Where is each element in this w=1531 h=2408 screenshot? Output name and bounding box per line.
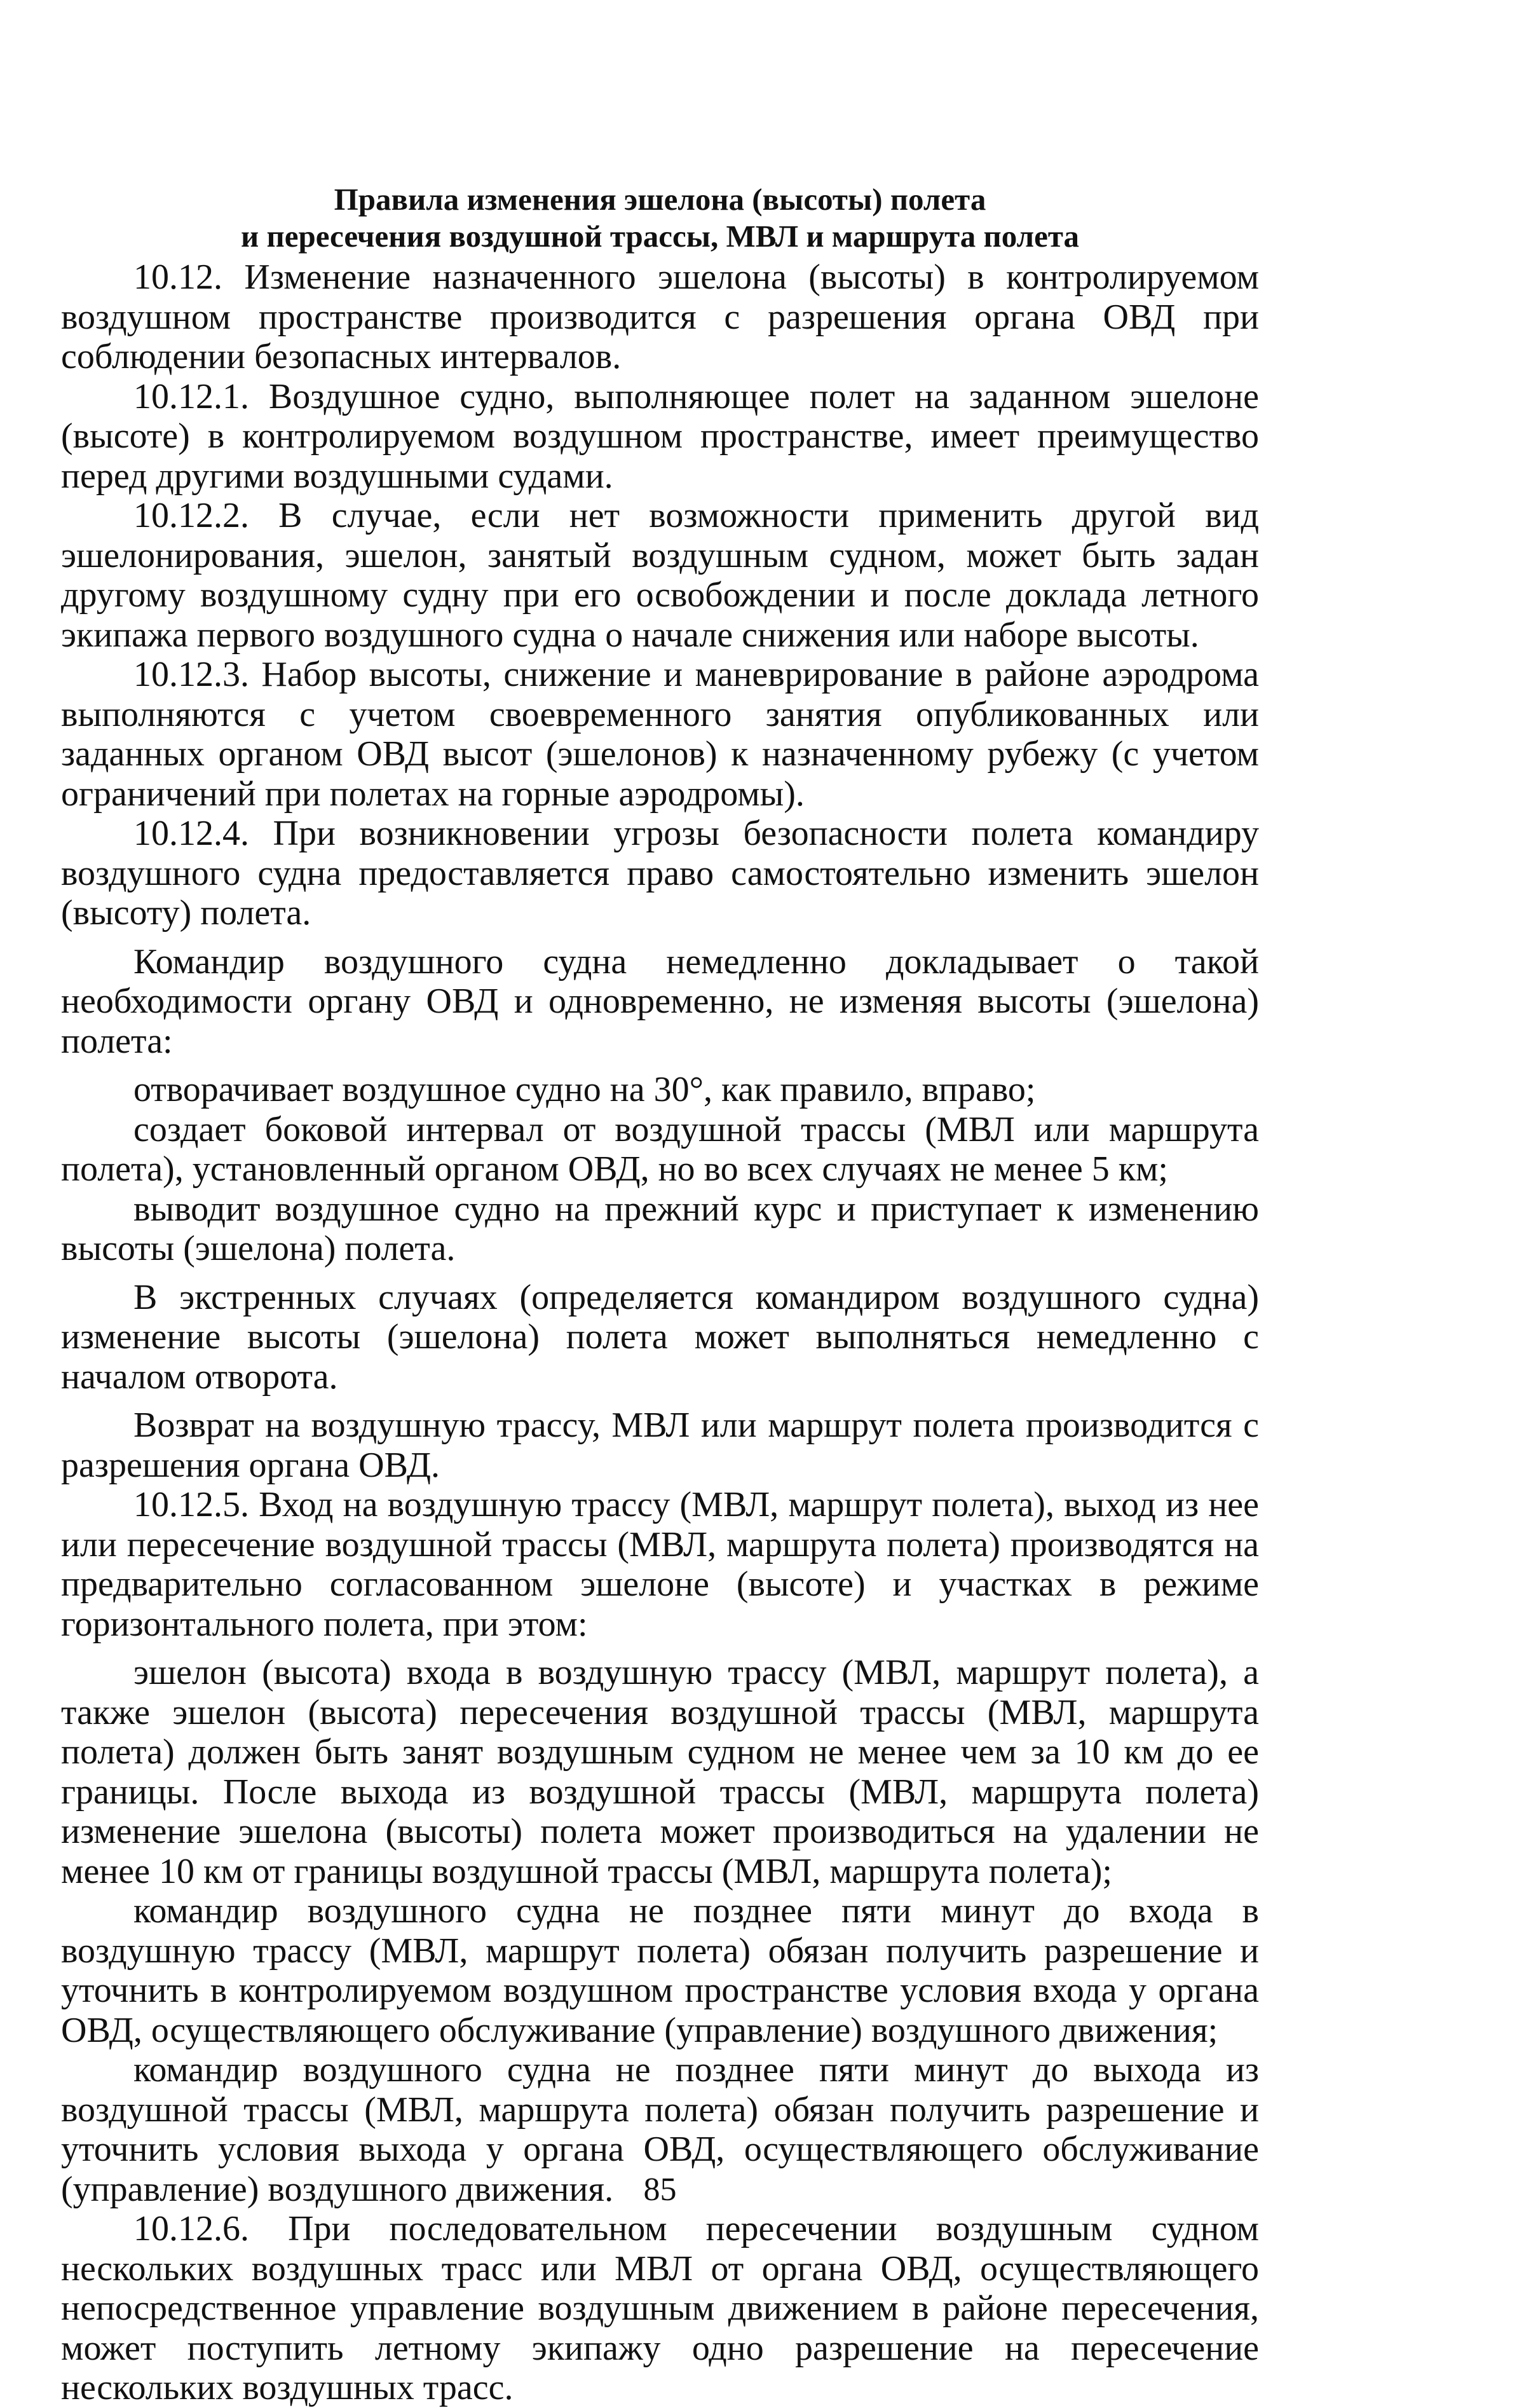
heading-line-2: и пересечения воздушной трассы, МВЛ и маршрута полета [240,219,1079,254]
body-text [61,257,1259,2408]
paragraph-turn-aside: отворачивает воздушное судно на 30°, как правило, вправо; [133,1070,1036,1109]
paragraph-10-12-5: 10.12.5. Вход на воздушную трассу (МВЛ, маршрут полета), выход из нее или пересечение воздушной трассы (МВЛ, маршрута полета) производятся на предварительно согласованном эшелоне (высоте) и участках в режиме горизонтального полета, при этом: [61,1485,1259,1644]
paragraph-10-12-1: 10.12.1. Воздушное судно, выполняющее полет на заданном эшелоне (высоте) в контролируемом воздушном пространстве, имеет преимущество перед другими воздушными судами. [61,376,1259,496]
paragraph-10-12-3: 10.12.3. Набор высоты, снижение и маневрирование в районе аэродрома выполняются с учетом своевременного занятия опубликованных или заданных органом ОВД высот (эшелонов) к назначенному рубежу (с учетом ограничений при полетах на горные аэродромы). [61,655,1259,814]
heading-line-1: Правила изменения эшелона (высоты) полета [334,182,986,217]
paragraph-emergency: В экстренных случаях (определяется командиром воздушного судна) изменение высоты (эшелона) полета может выполняться немедленно с началом отворота. [61,1277,1259,1397]
paragraph-10-12: 10.12. Изменение назначенного эшелона (высоты) в контролируемом воздушном пространстве производится с разрешения органа ОВД при соблюдении безопасных интервалов. [61,257,1259,376]
section-heading [61,181,1259,255]
paragraph-10-12-2: 10.12.2. В случае, если нет возможности применить другой вид эшелонирования, эшелон, занятый воздушным судном, может быть задан другому воздушному судну при его освобождении и после доклада летного экипажа первого воздушного судна о начале снижения или наборе высоты. [61,496,1259,655]
paragraph-return-course: выводит воздушное судно на прежний курс и приступает к изменению высоты (эшелона) полета. [61,1189,1259,1268]
paragraph-lateral-interval: создает боковой интервал от воздушной трассы (МВЛ или маршрута полета), установленный органом ОВД, но во всех случаях не менее 5 км; [61,1109,1259,1189]
paragraph-entry-clearance: командир воздушного судна не позднее пяти минут до входа в воздушную трассу (МВЛ, маршрут полета) обязан получить разрешение и уточнить в контролируемом воздушном пространстве условия входа у органа ОВД, осуществляющего обслуживание (управление) воздушного движения; [61,1891,1259,2050]
page-number: 85 [643,2172,677,2208]
paragraph-commander-report: Командир воздушного судна немедленно докладывает о такой необходимости органу ОВД и одновременно, не изменяя высоты (эшелона) полета: [61,941,1259,1061]
paragraph-return-airway: Возврат на воздушную трассу, МВЛ или маршрут полета производится с разрешения органа ОВД. [61,1406,1259,1485]
paragraph-10-12-6: 10.12.6. При последовательном пересечении воздушным судном нескольких воздушных трасс или МВЛ от органа ОВД, осуществляющего непосредственное управление воздушным движением в районе пересечения, может поступить летному экипажу одно разрешение на пересечение нескольких воздушных трасс. [61,2209,1259,2407]
paragraph-exit-clearance: командир воздушного судна не позднее пяти минут до выхода из воздушной трассы (МВЛ, маршрута полета) обязан получить разрешение и уточнить условия выхода у органа ОВД, осуществляющего обслуживание (управление) воздушного движения. [61,2050,1259,2209]
paragraph-entry-level: эшелон (высота) входа в воздушную трассу (МВЛ, маршрут полета), а также эшелон (высота) пересечения воздушной трассы (МВЛ, маршрута полета) должен быть занят воздушным судном не менее чем за 10 км до ее границы. После выхода из воздушной трассы (МВЛ, маршрута полета) изменение эшелона (высоты) полета может производиться на удалении не менее 10 км от границы воздушной трассы (МВЛ, маршрута полета); [61,1653,1259,1891]
paragraph-10-12-4: 10.12.4. При возникновении угрозы безопасности полета командиру воздушного судна предоставляется право самостоятельно изменить эшелон (высоту) полета. [61,814,1259,933]
